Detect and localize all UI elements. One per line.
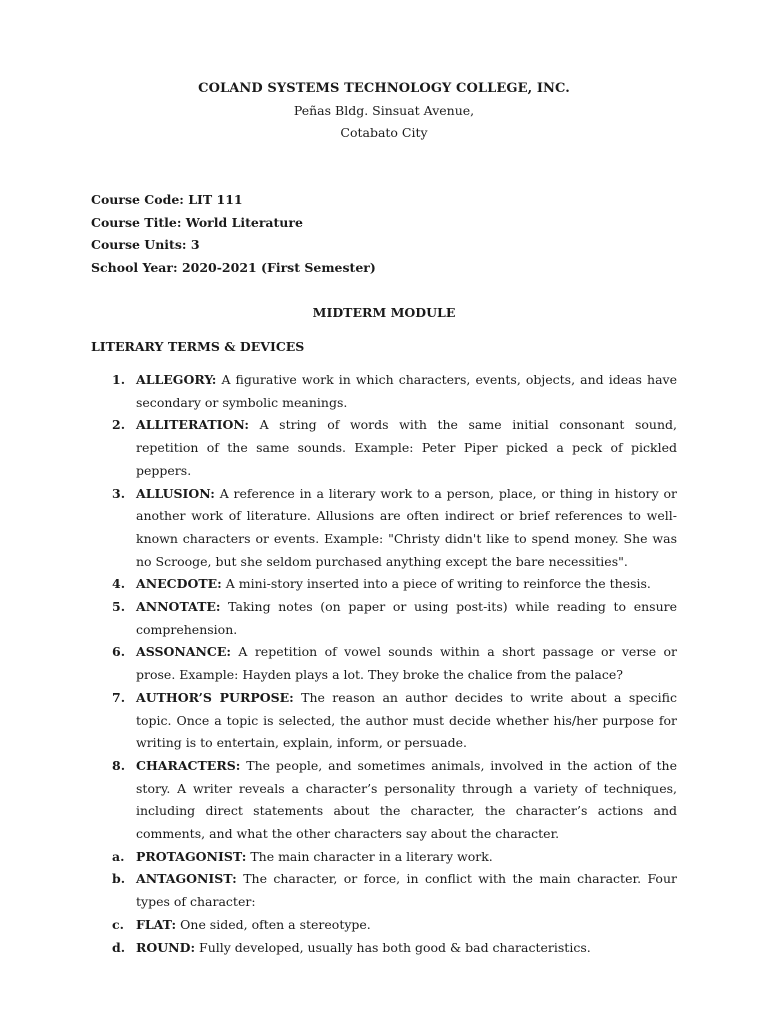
term-name: AUTHOR’S PURPOSE: (136, 689, 294, 705)
term-marker: 2. (112, 417, 126, 433)
term-item (0, 937, 768, 960)
term-definition: Fully developed, usually has both good & bad characteristics. (199, 939, 591, 955)
term-marker: 1. (112, 372, 126, 387)
term-definition: A string of words with the same initial consonant sound, repetition of the same sounds. Example: Peter Piper picked a peck of pickled peppers. (136, 417, 677, 478)
term-name: ANECDOTE: (136, 576, 222, 592)
term-name: ALLUSION: (136, 485, 215, 501)
term-item (0, 369, 768, 414)
course-code: Course Code: LIT 111 (91, 192, 243, 207)
term-item (0, 414, 768, 482)
term-marker: 7. (112, 689, 126, 705)
term-definition: One sided, often a stereotype. (180, 916, 371, 932)
term-definition: The reason an author decides to write about a specific topic. Once a topic is selected, the author must decide whether his/her purpose for writing is to entertain, explain, inform, or persuade. (136, 689, 677, 751)
term-marker: 3. (112, 485, 126, 501)
term-marker: 4. (112, 576, 126, 592)
address-line-1: Peñas Bldg. Sinsuat Avenue, (293, 103, 475, 118)
section-title: LITERARY TERMS & DEVICES (91, 339, 305, 354)
term-marker: d. (112, 939, 126, 955)
term-name: ANTAGONIST: (136, 871, 237, 887)
term-item (0, 846, 768, 869)
module-title: MIDTERM MODULE (312, 305, 456, 320)
term-definition: The character, or force, in conflict with the main character. Four types of character: (136, 871, 677, 910)
document-header (0, 78, 768, 144)
term-name: ANNOTATE: (136, 599, 221, 615)
term-name: PROTAGONIST: (136, 848, 247, 864)
term-item (0, 868, 768, 913)
college-name: COLAND SYSTEMS TECHNOLOGY COLLEGE, INC. (198, 81, 570, 96)
term-definition: A reference in a literary work to a person, place, or thing in history or another work of literature. Allusions are often indirect or brief references to well-known characters or events. Example: "Christy didn't like to spend money. She was no Scrooge, but she seldom purchased anything except the bare necessities". (136, 485, 677, 569)
term-name: CHARACTERS: (136, 757, 241, 773)
term-definition: Taking notes (on paper or using post-its) while reading to ensure comprehension. (136, 599, 677, 637)
address-line-2: Cotabato City (340, 125, 428, 140)
course-info (91, 189, 376, 279)
term-name: ROUND: (136, 939, 196, 955)
term-item (0, 483, 768, 574)
term-definition: A mini-story inserted into a piece of writing to reinforce the thesis. (225, 576, 651, 592)
school-year: School Year: 2020-2021 (First Semester) (91, 259, 376, 275)
term-marker: b. (112, 871, 126, 887)
term-name: ALLEGORY: (136, 372, 217, 387)
term-item (0, 596, 768, 641)
term-definition: A repetition of vowel sounds within a short passage or verse or prose. Example: Hayden plays a lot. They broke the chalice from the palace? (136, 644, 677, 683)
course-units: Course Units: 3 (91, 237, 200, 252)
term-item (0, 687, 768, 755)
term-name: ALLITERATION: (136, 417, 249, 433)
term-marker: 5. (112, 599, 126, 615)
term-name: FLAT: (136, 916, 177, 932)
course-title: Course Title: World Literature (91, 214, 303, 230)
term-marker: c. (112, 916, 124, 932)
term-marker: a. (112, 848, 125, 864)
term-marker: 8. (112, 757, 126, 773)
term-item (0, 573, 768, 596)
term-item (0, 755, 768, 846)
term-item (0, 914, 768, 937)
term-definition: The people, and sometimes animals, involved in the action of the story. A writer reveals a character’s personality through a variety of techniques, including direct statements about the character, the character’s actions and comments, and what the other characters say about the character. (136, 757, 677, 842)
term-definition: The main character in a literary work. (250, 848, 493, 864)
terms-list (0, 369, 768, 959)
term-name: ASSONANCE: (136, 644, 232, 660)
term-marker: 6. (112, 644, 126, 660)
term-definition: A figurative work in which characters, events, objects, and ideas have secondary or symbolic meanings. (136, 372, 677, 410)
term-item (0, 641, 768, 686)
